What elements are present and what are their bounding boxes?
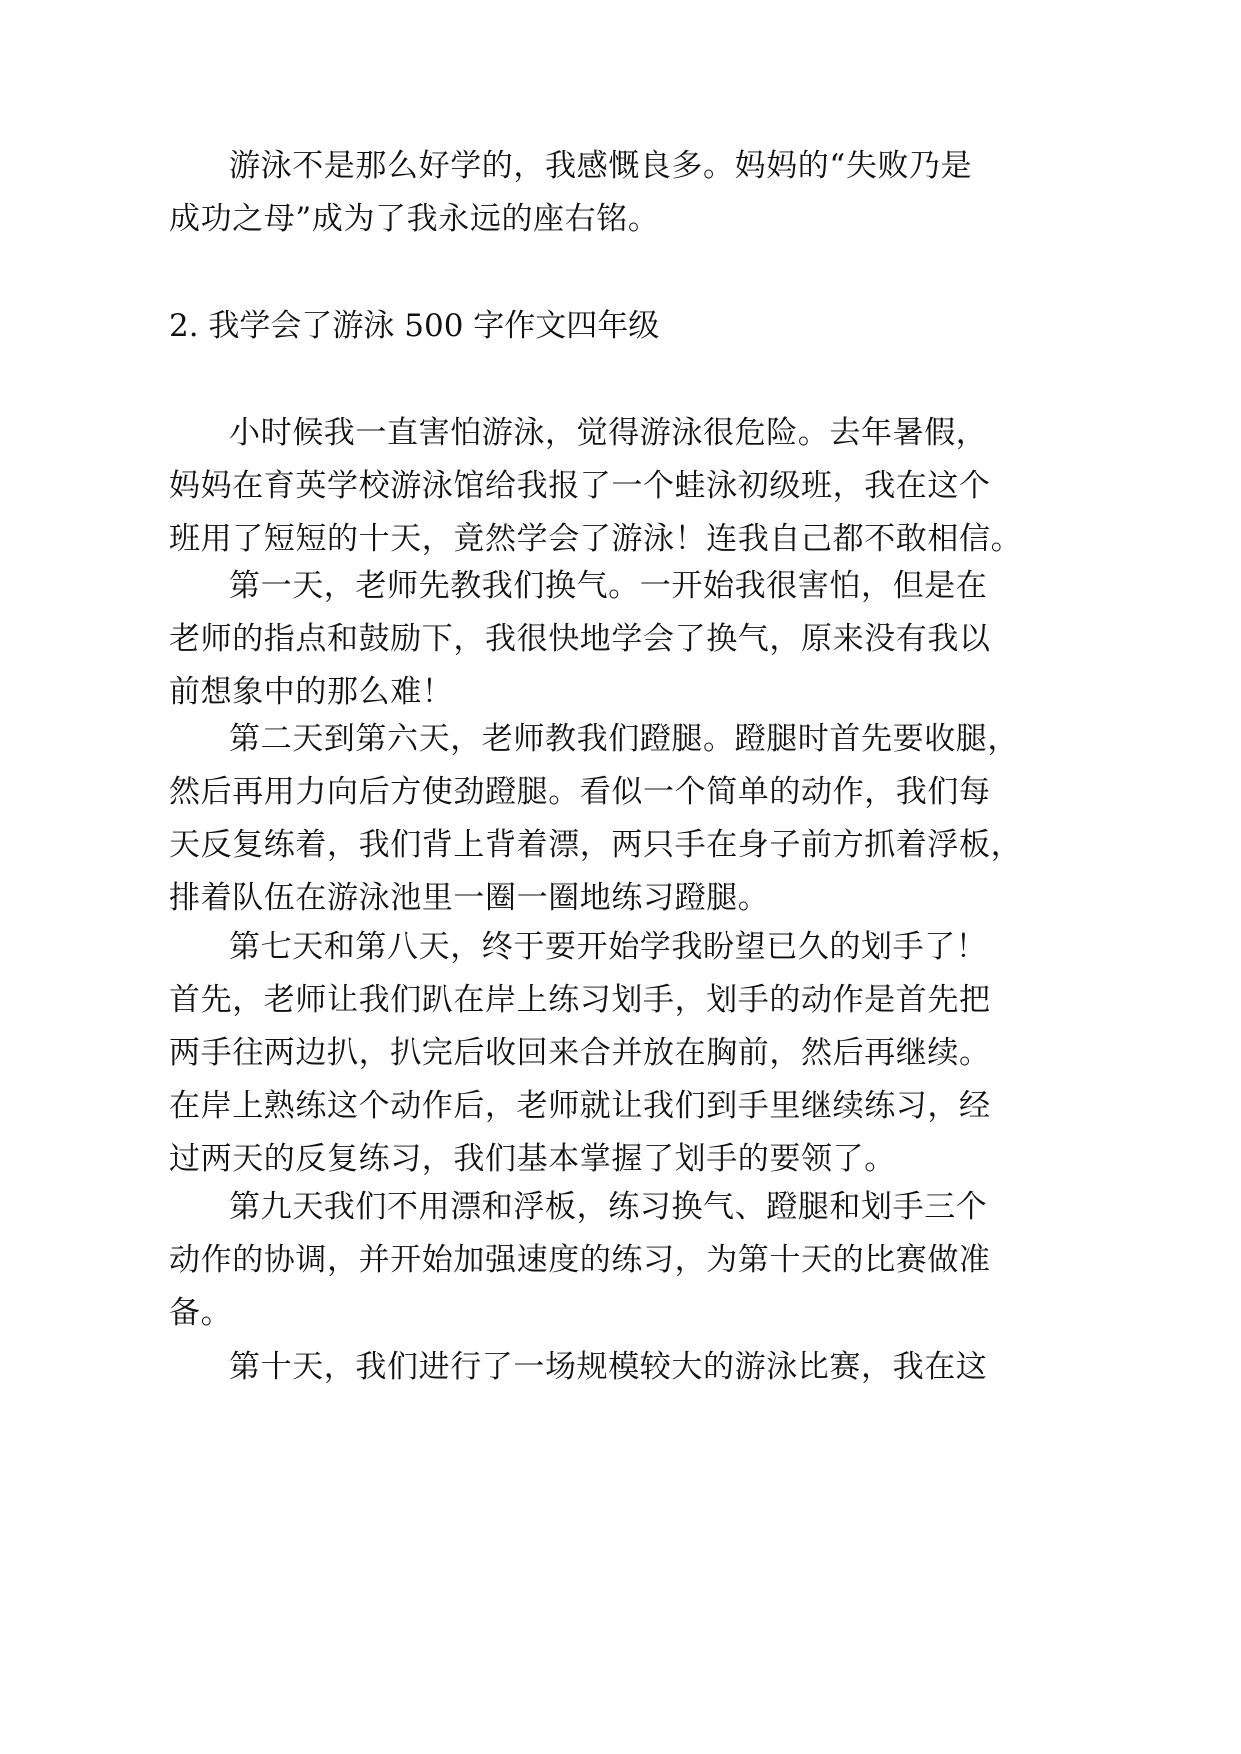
intro-line-2: 成功之母”成为了我永远的座右铭。 xyxy=(169,201,660,237)
paragraph-line: 第二天到第六天，老师教我们蹬腿。蹬腿时首先要收腿， xyxy=(229,721,1019,757)
paragraph-line: 首先，老师让我们趴在岸上练习划手，划手的动作是首先把 xyxy=(169,982,991,1018)
section-heading: 2. 我学会了游泳 500 字作文四年级 xyxy=(169,308,660,344)
paragraph-line: 小时候我一直害怕游泳，觉得游泳很危险。去年暑假， xyxy=(229,415,988,451)
paragraph-line: 老师的指点和鼓励下，我很快地学会了换气，原来没有我以 xyxy=(169,621,991,657)
paragraph-line: 班用了短短的十天，竟然学会了游泳！连我自己都不敢相信。 xyxy=(169,521,1023,557)
paragraph-line: 天反复练着，我们背上背着漂，两只手在身子前方抓着浮板， xyxy=(169,827,1023,863)
intro-line-1: 游泳不是那么好学的，我感慨良多。妈妈的“失败乃是 xyxy=(229,148,973,184)
paragraph-line: 前想象中的那么难！ xyxy=(169,674,454,710)
paragraph-line: 过两天的反复练习，我们基本掌握了划手的要领了。 xyxy=(169,1141,896,1177)
paragraph-line: 第一天，老师先教我们换气。一开始我很害怕，但是在 xyxy=(229,568,988,604)
paragraph-line: 妈妈在育英学校游泳馆给我报了一个蛙泳初级班，我在这个 xyxy=(169,468,991,504)
paragraph-line: 在岸上熟练这个动作后，老师就让我们到手里继续练习，经 xyxy=(169,1088,991,1124)
paragraph-line: 然后再用力向后方使劲蹬腿。看似一个简单的动作，我们每 xyxy=(169,774,991,810)
paragraph-line: 排着队伍在游泳池里一圈一圈地练习蹬腿。 xyxy=(169,880,770,916)
paragraph-line: 两手往两边扒，扒完后收回来合并放在胸前，然后再继续。 xyxy=(169,1035,991,1071)
paragraph-line: 备。 xyxy=(169,1295,233,1331)
paragraph-line: 第七天和第八天，终于要开始学我盼望已久的划手了！ xyxy=(229,929,988,965)
paragraph-line: 第九天我们不用漂和浮板，练习换气、蹬腿和划手三个 xyxy=(229,1189,988,1225)
paragraph-line: 第十天，我们进行了一场规模较大的游泳比赛，我在这 xyxy=(229,1349,988,1385)
paragraph-line: 动作的协调，并开始加强速度的练习，为第十天的比赛做准 xyxy=(169,1242,991,1278)
